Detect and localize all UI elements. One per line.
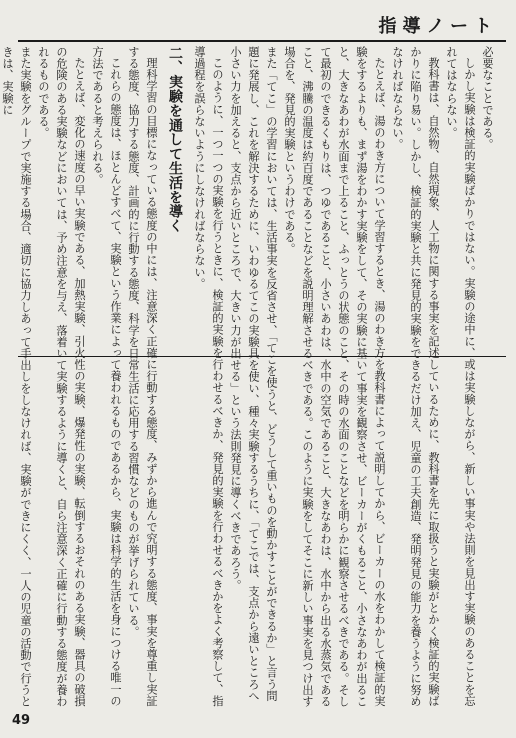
section-heading: 二、実験を通して生活を導く <box>167 46 183 234</box>
paragraph: たとえば、変化の速度の早い実験である、加熱実験、引火性の実験、爆発性の実験、転倒するおそれのある実験、器具の破損の危険のある実験などにおいては、予め注意を与え、落着いて実験するように導くと、自ら注意深く正確に行動する態度が養われるものである。 <box>37 46 86 708</box>
paragraph: たとえば、湯のわき方について学習するとき、湯のわき方を教科書によって説明してから、ビーカーの水をわかして検証的実験をするよりも、まず湯をわかす実験をして、その実験に基いて事実を観察させ、ビーカーがくもること、小さなあわが出ること、大きなあわが水面まで上ること、ふっとうの状態のこと、その時の水面のことなどを明らかに観察させるべきである。そして最初のできるくもりは、つゆであること、小さいあわは、水中の空気であること、大きなあわは、水中から出る水蒸気であること、沸騰の温度は約百度であることなどを説明理解させるべきである。このように実験をしてそこに新しい事実を見つけ出す場合を、発見的実験というわけである。 <box>283 46 386 708</box>
paragraph: 教科書は、自然物、自然現象、人工物に関する事実を記述しているために、教科書を先に取扱うと実験がとかく検証的実験ばかりに陥り易い。しかし、検証的実験と共に発見的実験をできるだけ加え、児童の工夫創造、発明発見の能力を養うように努めなければならない。 <box>391 46 440 708</box>
paragraph: 理科学習の目標になっている態度の中には、注意深く正確に行動する態度、みずから進んで究明する態度、事実を尊重し実証する態度、協力する態度、計画的に行動する態度、科学を日常生活に応用する習慣などのものが挙げられている。 <box>127 46 158 707</box>
body-text <box>1 46 496 710</box>
header-title: 指導ノート <box>378 16 498 37</box>
paragraph: このように、一つ一つの実験を行うときに、検証的実験を行わせるべきか、発見的実験を行わせるべきかをよく考察して、指導過程を誤らないようにしなければならない。 <box>193 46 224 707</box>
page-header <box>18 6 506 42</box>
paragraph: これらの態度は、ほとんどすべて、実験という作業によって養われるものであるから、実験は科学的生活を身につける唯一の方法であると考えられる。 <box>91 46 122 707</box>
paragraph: しかし実験は検証的実験ばかりではない。実験の途中に、或は実験しながら、新しい事実や法則を見出す実験のあることを忘れてはならない。 <box>445 46 476 707</box>
paragraph: また実験をグループで実施する場合、適切に協力しあって手出しをしなければ、実験ができにくく、一人の児童の活動で行うときは、実験に <box>1 46 32 708</box>
paragraph: また「てこ」の学習においては、生活事実を反省させ、「てこを使うと、どうして重いものを動かすことができるか」と言う問題に発展し、これを解決するために、いわゆるてこの実験具を使い、種々実験するうちに、「てこでは、支点から遠いところへ小さい力を加えると、支点から近いところで、大きい力が出せる」という法則発見に導くべきであろう。 <box>229 46 278 702</box>
paragraph: 必要なことである。 <box>481 46 494 151</box>
page-number: 49 <box>12 713 31 728</box>
